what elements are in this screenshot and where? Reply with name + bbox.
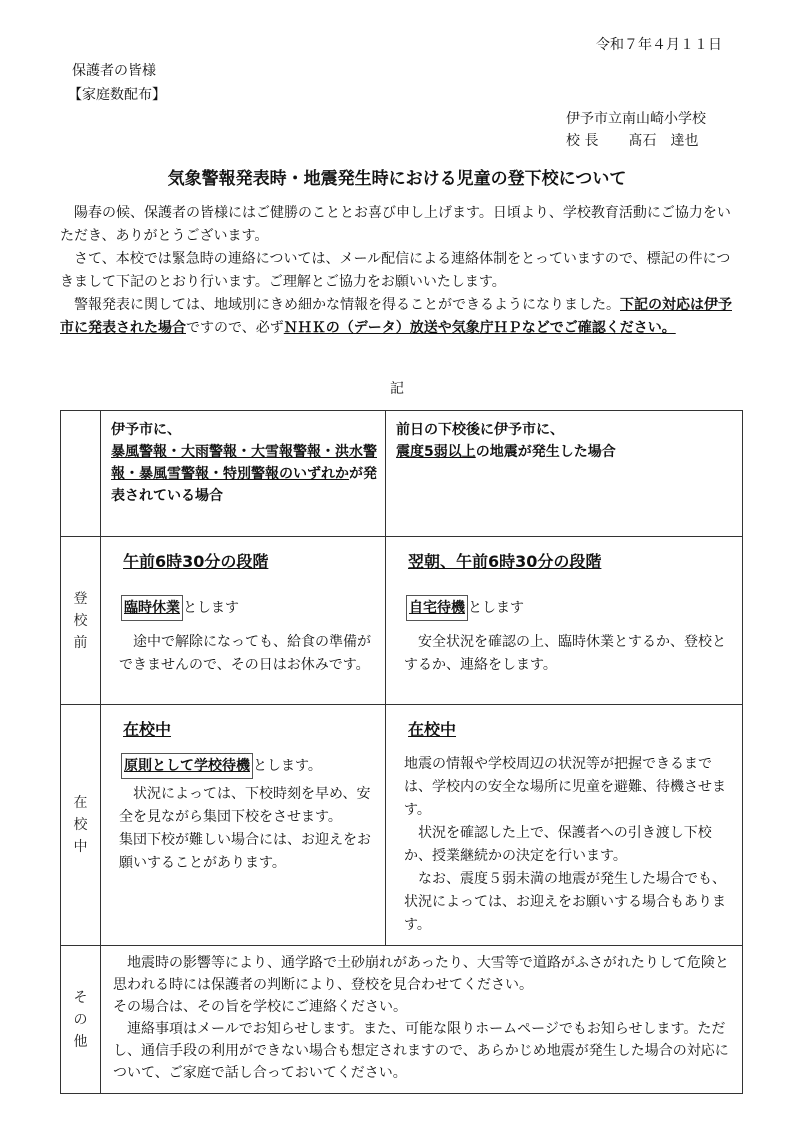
header-weather-suffix: が発表されている場合 — [111, 466, 377, 504]
before-school-weather — [101, 537, 386, 705]
during-school-weather — [101, 705, 386, 946]
during-quake-text-1: 地震の情報や学校周辺の状況等が把握できるまでは、学校内の安全な場所に児童を避難、待機させます。 — [404, 756, 726, 818]
intro-paragraph-3-mid: ですので、必ず — [186, 320, 284, 336]
row-during-school — [61, 705, 743, 946]
header-weather-warning — [101, 411, 386, 537]
header-quake-line1: 前日の下校後に伊予市に、 — [396, 422, 564, 438]
principal-name: 髙石 達也 — [628, 133, 699, 149]
during-quake-text — [404, 753, 732, 937]
during-quake-text-2: 状況を確認した上で、保護者への引き渡し下校か、授業継続かの決定を行います。 — [404, 825, 712, 864]
during-school-quake — [386, 705, 743, 946]
distribution-note: 【家庭数配布】 — [68, 87, 166, 103]
before-weather-decision — [121, 595, 385, 621]
before-quake-boxed: 自宅待機 — [406, 595, 468, 621]
intro-paragraph-2: さて、本校では緊急時の連絡については、メール配信による連絡体制をとっていますので、標記の件につきまして下記のとおり行います。ご理解とご協力をお願いいたします。 — [60, 251, 731, 290]
principal-line — [566, 130, 698, 150]
header-quake-suffix: の地震が発生した場合 — [475, 444, 616, 460]
other-note-3: 連絡事項はメールでお知らせします。また、可能な限りホームページでもお知らせします。ただし、通信手段の利用ができない場合も想定されますので、あらかじめ地震が発生した場合の対応について、ご家庭で話し合っておいてください。 — [113, 1021, 729, 1081]
before-weather-heading: 午前6時30分の段階 — [123, 552, 269, 571]
before-weather-text: 途中で解除になっても、給食の準備ができませんので、その日はお休みです。 — [119, 634, 371, 673]
during-weather-text-1: 状況によっては、下校時刻を早め、安全を見ながら集団下校をさせます。 — [119, 786, 371, 825]
during-weather-heading: 在校中 — [123, 720, 172, 739]
recipient: 保護者の皆様 — [72, 63, 156, 79]
before-quake-text: 安全状況を確認の上、臨時休業とするか、登校とするか、連絡をします。 — [404, 634, 726, 673]
during-weather-text — [119, 783, 375, 875]
ki-heading: 記 — [390, 381, 404, 397]
header-weather-warnings: 暴風警報・大雨警報・大雪報警報・洪水警報・暴風雪警報・特別警報のいずれか — [111, 444, 377, 482]
page-title: 気象警報発表時・地震発生時における児童の登下校について — [167, 169, 627, 189]
before-quake-boxed-suffix: とします — [468, 600, 524, 616]
table-header-row — [61, 411, 743, 537]
principal-title: 校 長 — [566, 133, 599, 149]
header-quake-intensity: 震度5弱以上 — [396, 444, 476, 460]
during-weather-boxed-suffix: とします。 — [253, 758, 322, 774]
intro-emphasis-1: 下記の対応は伊予市に発表された場合 — [60, 297, 732, 336]
during-quake-heading: 在校中 — [408, 720, 457, 739]
intro-paragraph-3-plain: 警報発表に関しては、地域別にきめ細かな情報を得ることができるようになりました。 — [74, 297, 620, 313]
header-earthquake — [386, 411, 743, 537]
intro-paragraph-1: 陽春の候、保護者の皆様にはご健勝のこととお喜び申し上げます。日頃より、学校教育活動にご協力をいただき、ありがとうございます。 — [60, 205, 731, 244]
corner-cell — [61, 411, 101, 537]
during-quake-text-3: なお、震度５弱未満の地震が発生した場合でも、状況によっては、お迎えをお願いする場合もあります。 — [404, 871, 726, 933]
before-quake-heading: 翌朝、午前6時30分の段階 — [408, 552, 602, 571]
during-weather-text-2: 集団下校が難しい場合には、お迎えをお願いすることがあります。 — [119, 832, 371, 871]
row-other — [61, 946, 743, 1094]
before-weather-boxed-suffix: とします — [183, 600, 239, 616]
intro-text — [60, 202, 742, 340]
row-label-before-school: 登 校 前 — [61, 537, 101, 705]
other-note-2: その場合は、その旨を学校にご連絡ください。 — [113, 999, 407, 1015]
before-school-quake — [386, 537, 743, 705]
other-notes — [101, 946, 743, 1094]
during-weather-boxed: 原則として学校待機 — [121, 753, 253, 779]
before-quake-decision — [406, 595, 742, 621]
school-name: 伊予市立南山崎小学校 — [566, 111, 706, 127]
document-date: 令和７年４月１１日 — [596, 37, 722, 53]
row-label-during-school: 在 校 中 — [61, 705, 101, 946]
before-weather-boxed: 臨時休業 — [121, 595, 183, 621]
other-note-1: 地震時の影響等により、通学路で土砂崩れがあったり、大雪等で道路がふさがれたりして危険と思われる時には保護者の判断により、登校を見合わせてください。 — [113, 955, 729, 993]
during-weather-decision — [121, 753, 385, 779]
intro-emphasis-2: ＮＨＫの（データ）放送や気象庁ＨＰなどでご確認ください。 — [283, 320, 676, 336]
intro-paragraph-3 — [60, 294, 742, 340]
response-table — [60, 410, 743, 1094]
row-label-other: そ の 他 — [61, 946, 101, 1094]
row-before-school — [61, 537, 743, 705]
header-weather-line1: 伊予市に、 — [111, 422, 181, 438]
